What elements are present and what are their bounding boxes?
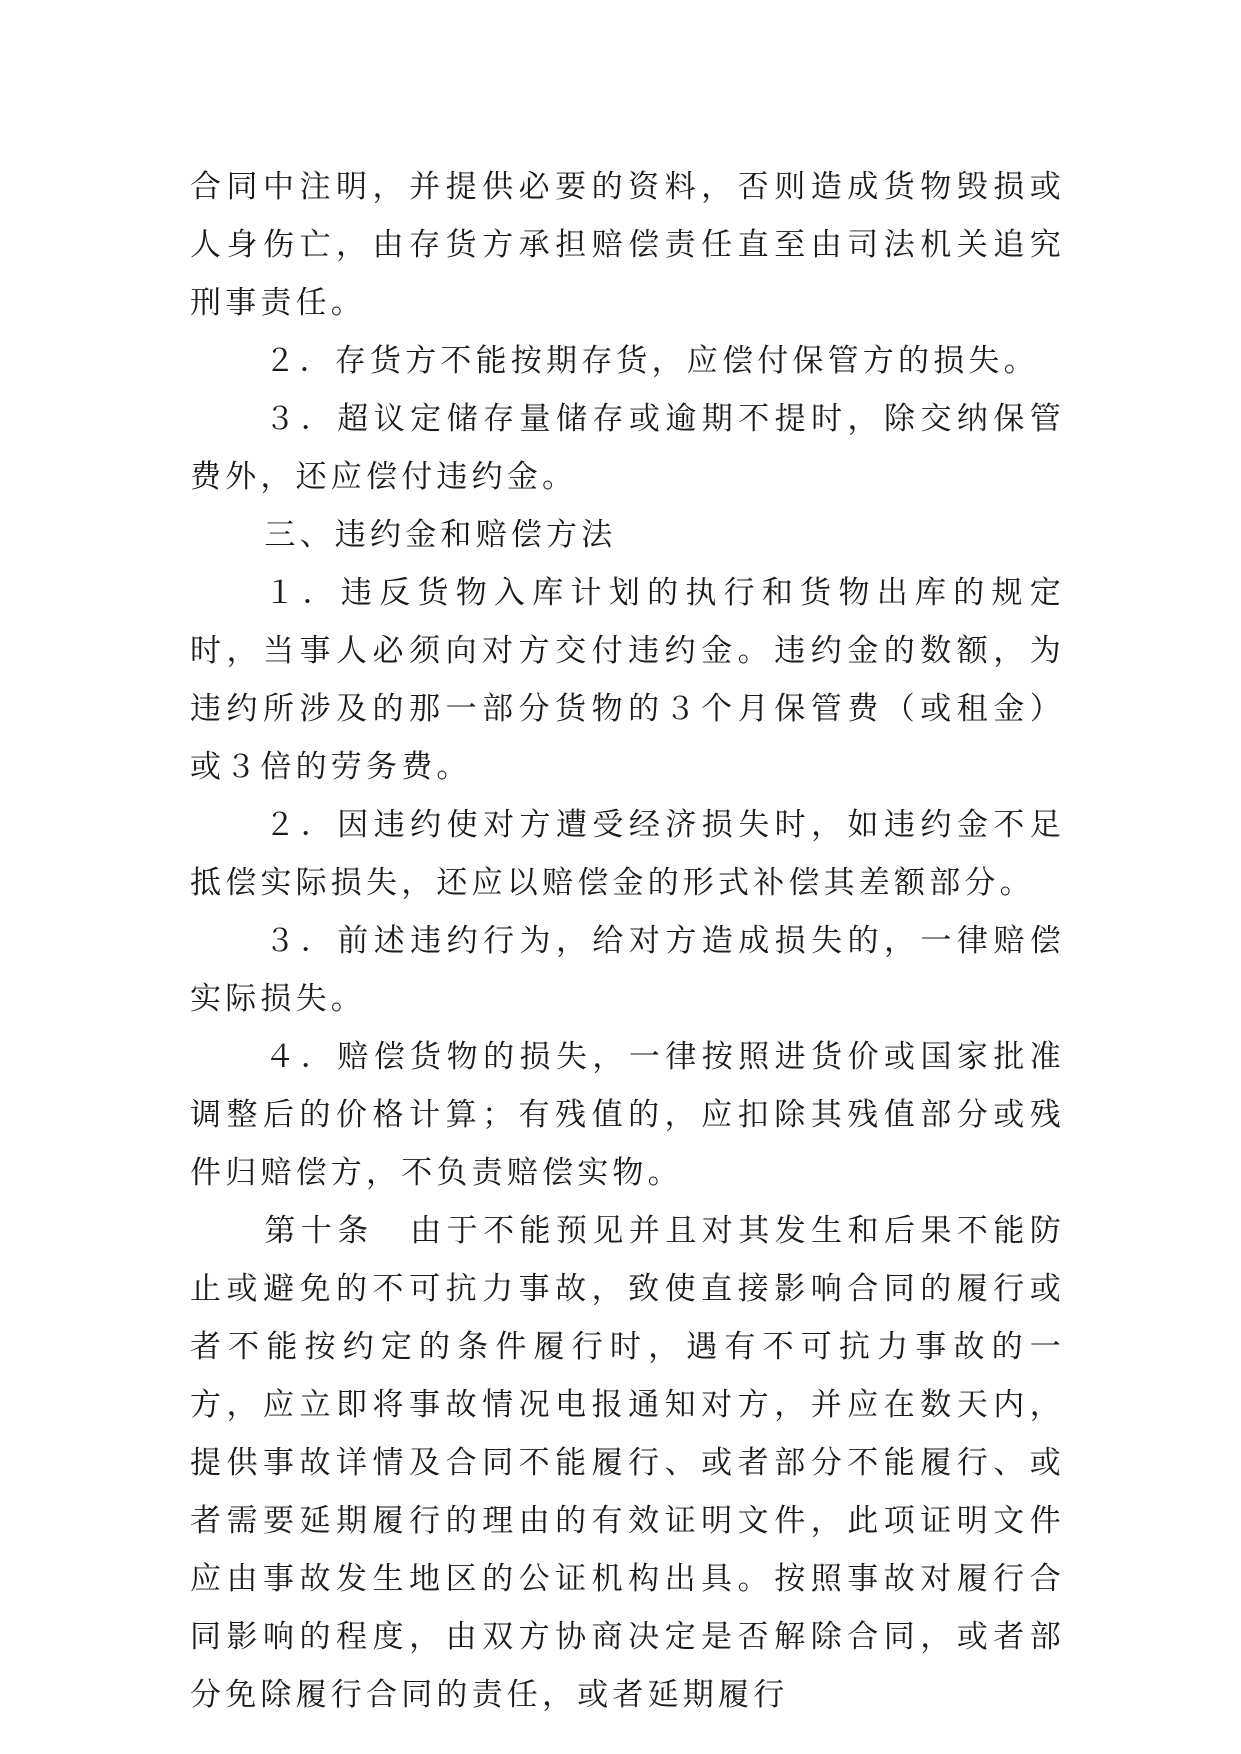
paragraph-item-2b: ２．因违约使对方遭受经济损失时，如违约金不足抵偿实际损失，还应以赔偿金的形式补偿其差额部分。 (190, 807, 1065, 901)
paragraph-continuation: 合同中注明，并提供必要的资料，否则造成货物毁损或人身伤亡，由存货方承担赔偿责任直至由司法机关追究刑事责任。 (190, 169, 1065, 321)
article-ten-paragraph: 第十条 由于不能预见并且对其发生和后果不能防止或避免的不可抗力事故，致使直接影响合同的履行或者不能按约定的条件履行时，遇有不可抗力事故的一方，应立即将事故情况电报通知对方，并应在数天内，提供事故详情及合同不能履行、或者部分不能履行、或者需要延期履行的理由的有效证明文件，此项证明文件应由事故发生地区的公证机构出具。按照事故对履行合同影响的程度，由双方协商决定是否解除合同，或者部分免除履行合同的责任，或者延期履行 (190, 1213, 1065, 1713)
paragraph-item-4: ４．赔偿货物的损失，一律按照进货价或国家批准调整后的价格计算；有残值的，应扣除其残值部分或残件归赔偿方，不负责赔偿实物。 (190, 1039, 1065, 1191)
paragraph-item-2: ２．存货方不能按期存货，应偿付保管方的损失。 (264, 343, 1039, 379)
paragraph-item-1: １．违反货物入库计划的执行和货物出库的规定时，当事人必须向对方交付违约金。违约金的数额，为违约所涉及的那一部分货物的３个月保管费（或租金）或３倍的劳务费。 (190, 575, 1065, 785)
document-body (190, 158, 1065, 1724)
paragraph-item-3: ３．超议定储存量储存或逾期不提时，除交纳保管费外，还应偿付违约金。 (190, 401, 1065, 495)
paragraph-item-3b: ３．前述违约行为，给对方造成损失的，一律赔偿实际损失。 (190, 923, 1065, 1017)
section-heading: 三、违约金和赔偿方法 (264, 517, 617, 553)
